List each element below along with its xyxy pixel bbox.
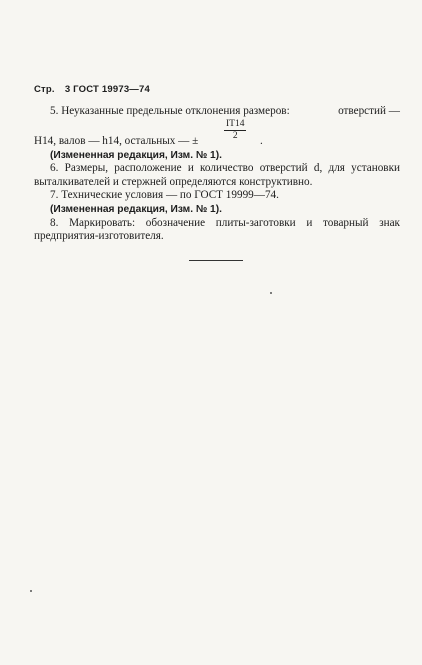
document-body — [34, 105, 400, 244]
item-5-line-2 — [34, 118, 400, 149]
fraction-numerator: IT14 — [226, 118, 245, 129]
item-5-tolerances: H14, валов — h14, остальных — ± — [34, 134, 199, 147]
scan-speck — [270, 292, 272, 294]
item-7: 7. Технические условия — по ГОСТ 19999—74. — [50, 189, 279, 202]
page-label: Стр. — [34, 84, 55, 95]
item-5-text: 5. Неуказанные предельные отклонения размеров: — [50, 105, 290, 117]
scan-speck — [30, 590, 32, 592]
item-8: 8. Маркировать: обозначение плиты-заготовки и товарный знак предприятия-изготовителя. — [34, 216, 400, 243]
item-6: 6. Размеры, расположение и количество отверстий d, для установки выталкивателей и стержней определяются конструктивно. — [34, 162, 400, 188]
standard-number: ГОСТ 19973—74 — [73, 84, 150, 95]
item-5-line-1 — [34, 105, 400, 119]
fraction-denominator: 2 — [232, 130, 238, 141]
page-number: 3 — [64, 84, 71, 95]
edition-note-2: (Измененная редакция, Изм. № 1). — [50, 203, 222, 215]
item-5-period: . — [260, 134, 263, 147]
edition-note-1: (Измененная редакция, Изм. № 1). — [50, 149, 222, 161]
page-header — [34, 84, 150, 95]
item-5-text-end: отверстий — — [338, 105, 400, 117]
tolerance-fraction — [224, 119, 246, 142]
end-divider — [189, 260, 243, 261]
